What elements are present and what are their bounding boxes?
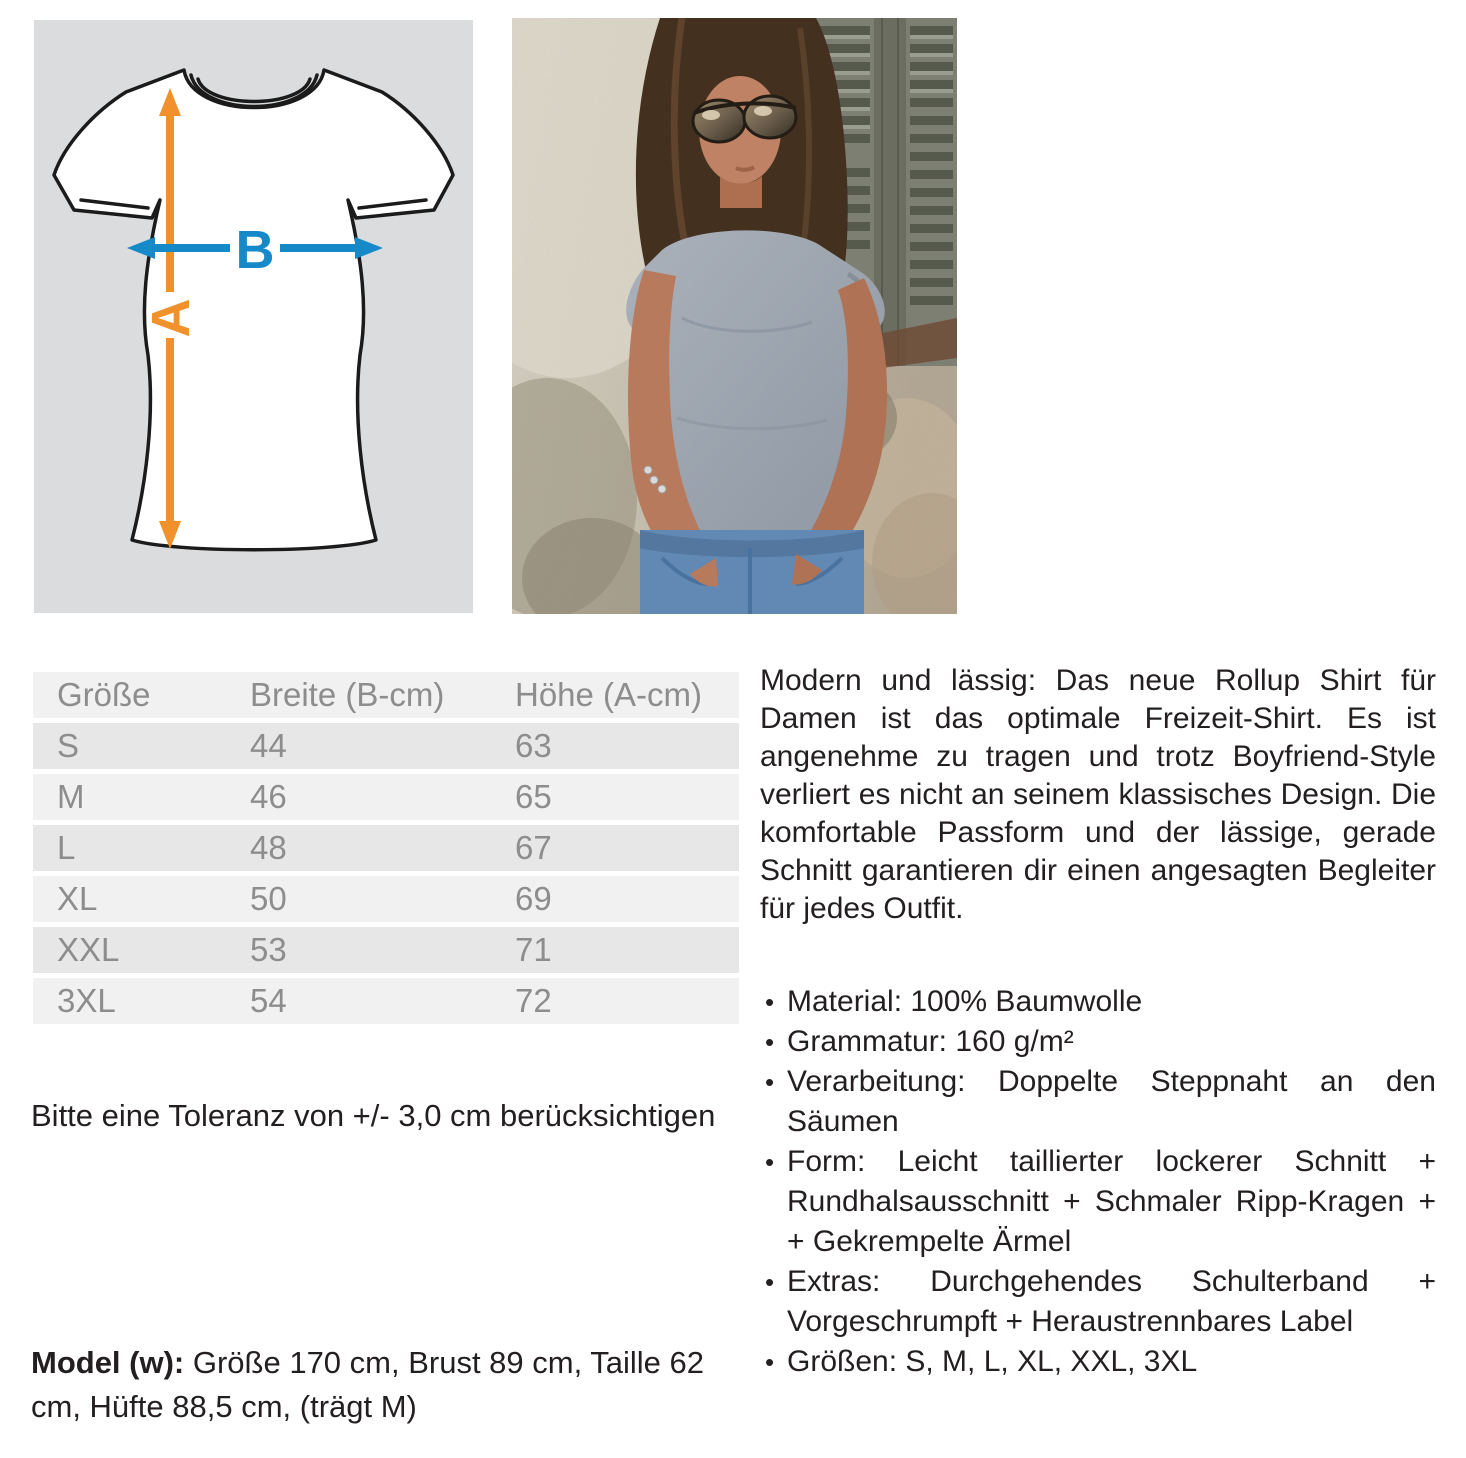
tshirt-outline-icon (54, 70, 453, 550)
table-cell: 50 (250, 880, 287, 917)
model-photo-illustration (512, 18, 957, 614)
table-cell: 44 (250, 727, 287, 764)
size-table-body (33, 723, 739, 1024)
bullet-icon: • (765, 1027, 775, 1057)
spec-list (760, 982, 1436, 1382)
bullet-icon: • (765, 1147, 775, 1177)
table-cell: 63 (515, 727, 552, 764)
column-header-size: Größe (57, 676, 151, 713)
table-cell: 53 (250, 931, 287, 968)
table-cell: 67 (515, 829, 552, 866)
measure-label-b: B (235, 220, 275, 280)
size-diagram (34, 20, 473, 613)
spec-item (760, 982, 1436, 1022)
spec-item (760, 1262, 1436, 1342)
bullet-icon: • (765, 987, 775, 1017)
table-cell: 65 (515, 778, 552, 815)
table-cell: L (57, 829, 76, 866)
table-cell: 48 (250, 829, 287, 866)
table-cell: 3XL (57, 982, 116, 1019)
tolerance-note: Bitte eine Toleranz von +/- 3,0 cm berücksichtigen (31, 1098, 716, 1133)
table-cell: XXL (57, 931, 120, 968)
spec-item-text: Extras: Durchgehendes Schulterband + Vorgeschrumpft + Heraustrennbares Label (787, 1265, 1436, 1338)
spec-item (760, 1342, 1436, 1382)
spec-item-text: Größen: S, M, L, XL, XXL, 3XL (787, 1345, 1198, 1378)
shirt-measurement-illustration (34, 20, 473, 613)
table-cell: XL (57, 880, 98, 917)
table-cell: 54 (250, 982, 287, 1019)
measure-label-a: A (141, 298, 201, 338)
description-paragraph: Modern und lässig: Das neue Rollup Shirt für Damen ist das optimale Freizeit-Shirt. Es ist angenehme zu tragen und trotz Boyfriend-Style verliert es nicht an seinem klassisches Design. Die komfortable Passform und der lässige, gerade Schnitt garantieren dir einen angesagten Begleiter für jedes Outfit. (760, 664, 1436, 925)
model-measurements-label: Model (w): (31, 1345, 185, 1380)
column-header-height: Höhe (A-cm) (515, 676, 703, 713)
table-row (33, 876, 739, 922)
spec-item-text: Grammatur: 160 g/m² (787, 1025, 1074, 1058)
product-description (760, 662, 1436, 1382)
table-cell: 72 (515, 982, 552, 1019)
spec-item (760, 1142, 1436, 1262)
model-photo (512, 18, 957, 614)
size-table-header (33, 672, 739, 718)
table-row (33, 927, 739, 973)
spec-item-text: Verarbeitung: Doppelte Steppnaht an den Säumen (787, 1065, 1436, 1138)
spec-item-text: Form: Leicht taillierter lockerer Schnitt + Rundhalsausschnitt + Schmaler Ripp-Kragen + + Gekrempelte Ärmel (787, 1145, 1436, 1258)
table-row (33, 774, 739, 820)
model-measurements-text: Größe 170 cm, Brust 89 cm, Taille 62 cm, Hüfte 88,5 cm, (trägt M) (31, 1345, 704, 1424)
bullet-icon: • (765, 1347, 775, 1377)
table-cell: M (57, 778, 85, 815)
bullet-icon: • (765, 1067, 775, 1097)
spec-item (760, 1022, 1436, 1062)
table-row (33, 723, 739, 769)
table-cell: 46 (250, 778, 287, 815)
table-cell: 71 (515, 931, 552, 968)
table-row (33, 825, 739, 871)
spec-item (760, 1062, 1436, 1142)
column-header-width: Breite (B-cm) (250, 676, 445, 713)
size-table (33, 672, 739, 1029)
spec-item-text: Material: 100% Baumwolle (787, 985, 1143, 1018)
table-cell: S (57, 727, 80, 764)
bullet-icon: • (765, 1267, 775, 1297)
model-measurements (31, 1341, 739, 1429)
table-row (33, 978, 739, 1024)
table-cell: 69 (515, 880, 552, 917)
